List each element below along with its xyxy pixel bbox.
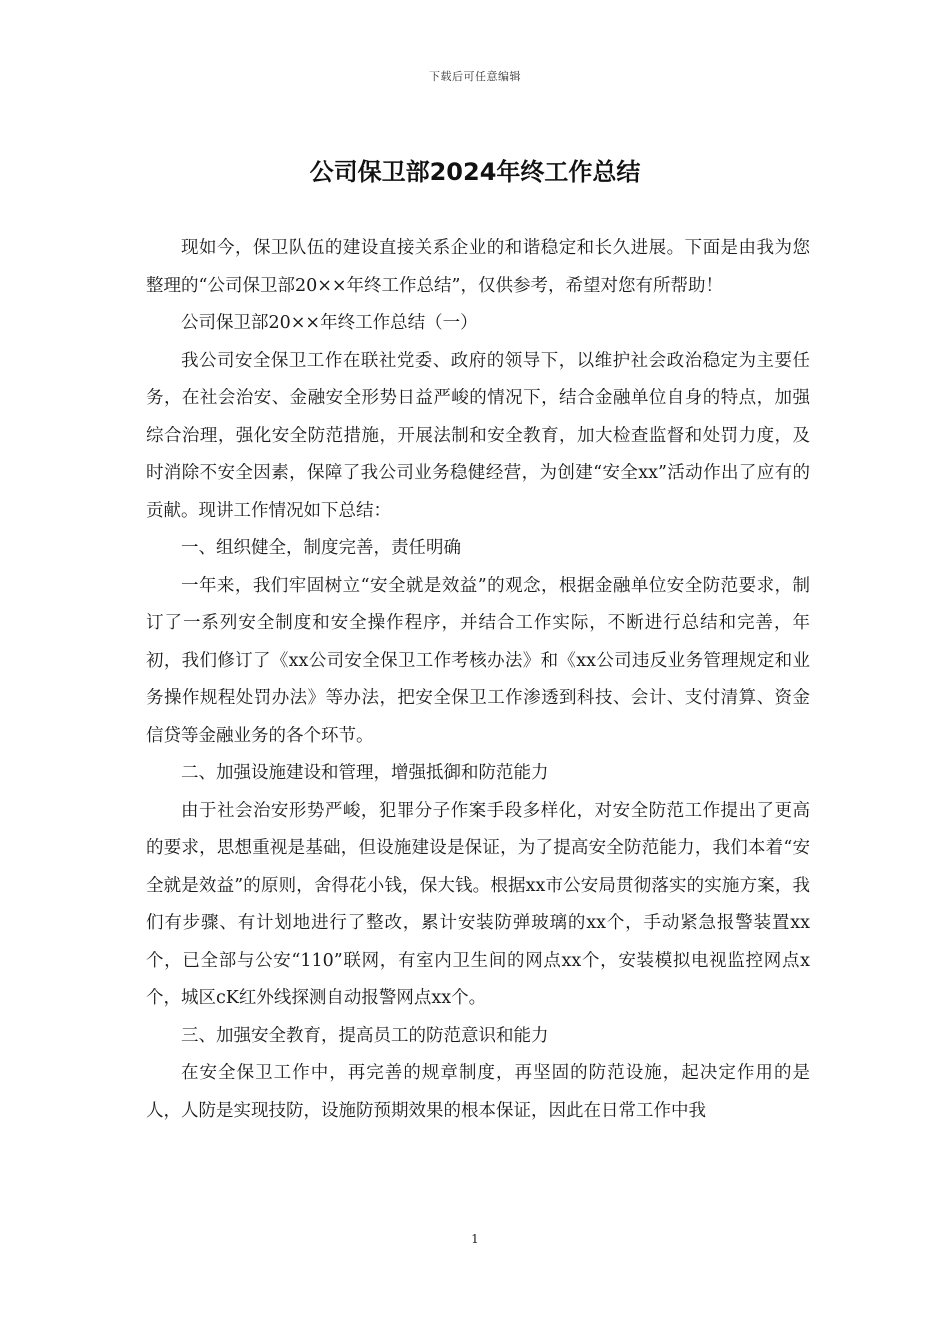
document-body [146, 230, 810, 1130]
page-number: 1 [471, 1232, 479, 1246]
document-title: 公司保卫部2024年终工作总结 [309, 158, 641, 186]
overview-paragraph: 我公司安全保卫工作在联社党委、政府的领导下，以维护社会政治稳定为主要任务，在社会治安、金融安全形势日益严峻的情况下，结合金融单位自身的特点，加强综合治理，强化安全防范措施，开展法制和安全教育，加大检查监督和处罚力度，及时消除不安全因素，保障了我公司业务稳健经营，为创建“安全xx”活动作出了应有的贡献。现讲工作情况如下总结： [146, 350, 810, 521]
section-heading-1: 一、组织健全，制度完善，责任明确 [181, 538, 461, 558]
header-note: 下载后可任意编辑 [429, 70, 521, 83]
section-1-paragraph: 一年来，我们牢固树立“安全就是效益”的观念，根据金融单位安全防范要求，制订了一系列安全制度和安全操作程序，并结合工作实际，不断进行总结和完善，年初，我们修订了《xx公司安全保卫工作考核办法》和《xx公司违反业务管理规定和业务操作规程处罚办法》等办法，把安全保卫工作渗透到科技、会计、支付清算、资金信贷等金融业务的各个环节。 [146, 575, 810, 746]
section-3-paragraph: 在安全保卫工作中，再完善的规章制度，再坚固的防范设施，起决定作用的是人，人防是实现技防，设施防预期效果的根本保证，因此在日常工作中我 [146, 1063, 810, 1121]
section-heading-3: 三、加强安全教育，提高员工的防范意识和能力 [181, 1025, 549, 1046]
section-heading-part-one: 公司保卫部20××年终工作总结（一） [181, 313, 478, 333]
section-2-paragraph: 由于社会治安形势严峻，犯罪分子作案手段多样化，对安全防范工作提出了更高的要求，思想重视是基础，但设施建设是保证，为了提高安全防范能力，我们本着“安全就是效益”的原则，舍得花小钱，保大钱。根据xx市公安局贯彻落实的实施方案，我们有步骤、有计划地进行了整改，累计安装防弹玻璃的xx个，手动紧急报警装置xx个，已全部与公安“110”联网，有室内卫生间的网点xx个，安装模拟电视监控网点x个，城区cK红外线探测自动报警网点xx个。 [146, 800, 810, 1008]
section-heading-2: 二、加强设施建设和管理，增强抵御和防范能力 [181, 763, 549, 783]
intro-paragraph: 现如今，保卫队伍的建设直接关系企业的和谐稳定和长久进展。下面是由我为您整理的“公司保卫部20××年终工作总结”，仅供参考，希望对您有所帮助！ [146, 238, 810, 296]
